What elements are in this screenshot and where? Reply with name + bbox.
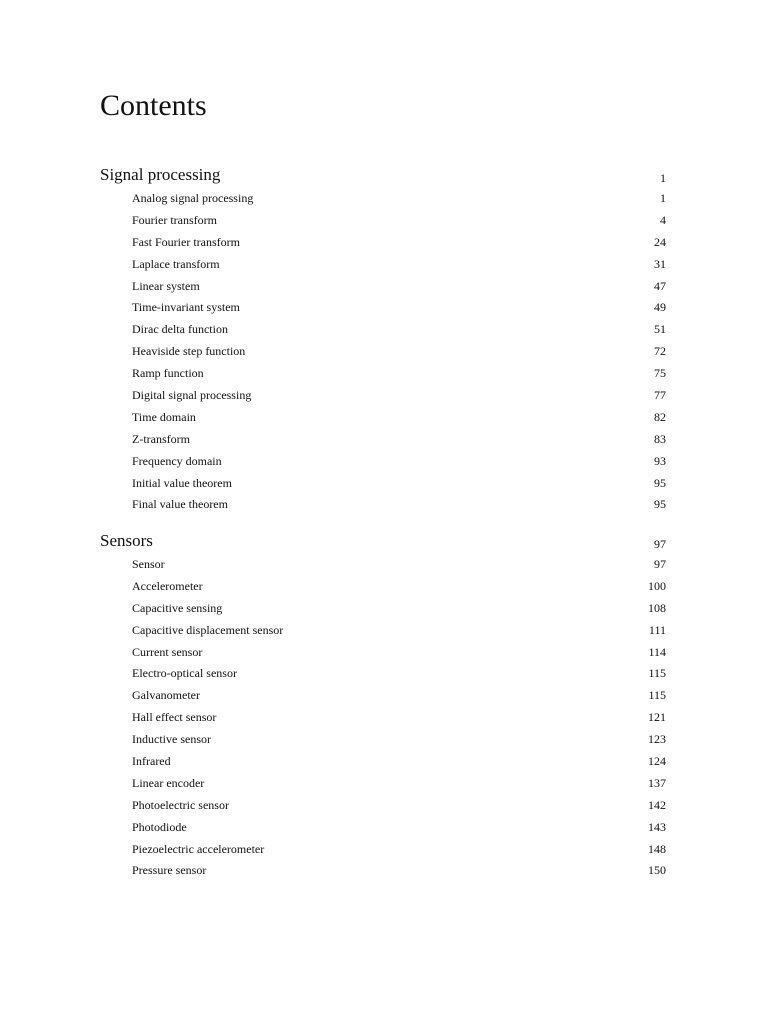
entry-page-number: 150 (648, 863, 666, 878)
entry-title: Capacitive displacement sensor (132, 622, 284, 637)
toc-entry[interactable] (100, 863, 666, 885)
entry-page-number: 82 (654, 409, 666, 424)
entry-title: Photodiode (132, 819, 187, 834)
entry-list (100, 191, 666, 519)
section-heading[interactable] (100, 165, 666, 191)
entry-title: Galvanometer (132, 688, 200, 703)
entry-title: Accelerometer (132, 578, 203, 593)
entry-page-number: 75 (654, 366, 666, 381)
entry-page-number: 47 (654, 278, 666, 293)
entry-title: Capacitive sensing (132, 600, 223, 615)
toc-section-signal-processing (100, 165, 666, 519)
entry-title: Piezoelectric accelerometer (132, 841, 265, 856)
entry-title: Digital signal processing (132, 388, 252, 403)
toc-entry[interactable] (100, 579, 666, 601)
entry-page-number: 4 (660, 212, 666, 227)
toc-entry[interactable] (100, 213, 666, 235)
toc-entry[interactable] (100, 454, 666, 476)
toc-entry[interactable] (100, 798, 666, 820)
entry-page-number: 77 (654, 388, 666, 403)
entry-page-number: 148 (648, 841, 666, 856)
entry-page-number: 111 (648, 622, 666, 637)
entry-title: Time-invariant system (132, 300, 240, 315)
toc-entry[interactable] (100, 322, 666, 344)
section-page-number: 1 (660, 171, 666, 185)
entry-title: Dirac delta function (132, 322, 228, 337)
entry-title: Ramp function (132, 366, 204, 381)
entry-page-number: 114 (648, 644, 666, 659)
toc-entry[interactable] (100, 388, 666, 410)
entry-title: Fourier transform (132, 212, 217, 227)
entry-page-number: 95 (654, 475, 666, 490)
entry-title: Infrared (132, 754, 171, 769)
entry-list (100, 557, 666, 885)
entry-page-number: 95 (654, 497, 666, 512)
toc-entry[interactable] (100, 776, 666, 798)
entry-page-number: 31 (654, 256, 666, 271)
toc-entry[interactable] (100, 235, 666, 257)
toc-entry[interactable] (100, 842, 666, 864)
toc-section-sensors (100, 531, 666, 885)
entry-page-number: 123 (648, 732, 666, 747)
entry-title: Laplace transform (132, 256, 220, 271)
toc-entry[interactable] (100, 432, 666, 454)
entry-title: Heaviside step function (132, 344, 246, 359)
toc-entry[interactable] (100, 820, 666, 842)
entry-page-number: 121 (648, 710, 666, 725)
entry-page-number: 72 (654, 344, 666, 359)
toc-entry[interactable] (100, 300, 666, 322)
entry-title: Linear system (132, 278, 200, 293)
entry-page-number: 24 (654, 234, 666, 249)
entry-page-number: 100 (648, 578, 666, 593)
entry-page-number: 97 (654, 557, 666, 571)
toc-entry[interactable] (100, 257, 666, 279)
entry-title: Z-transform (132, 431, 190, 446)
entry-title: Photoelectric sensor (132, 797, 229, 812)
entry-title: Time domain (132, 409, 196, 424)
entry-page-number: 51 (654, 322, 666, 337)
toc-entry[interactable] (100, 645, 666, 667)
entry-title: Fast Fourier transform (132, 234, 240, 249)
entry-title: Linear encoder (132, 775, 205, 790)
entry-title: Initial value theorem (132, 475, 232, 490)
toc-entry[interactable] (100, 754, 666, 776)
section-title: Signal processing (100, 165, 221, 184)
entry-title: Frequency domain (132, 453, 222, 468)
entry-page-number: 115 (648, 666, 666, 681)
toc-entry[interactable] (100, 191, 666, 213)
toc-entry[interactable] (100, 732, 666, 754)
toc-entry[interactable] (100, 601, 666, 623)
toc-entry[interactable] (100, 688, 666, 710)
entry-page-number: 143 (648, 819, 666, 834)
entry-title: Sensor (132, 557, 165, 571)
entry-title: Inductive sensor (132, 732, 211, 747)
entry-page-number: 124 (648, 754, 666, 769)
toc-entry[interactable] (100, 344, 666, 366)
entry-title: Analog signal processing (132, 191, 254, 205)
entry-title: Hall effect sensor (132, 710, 217, 725)
toc-entry[interactable] (100, 557, 666, 579)
entry-title: Electro-optical sensor (132, 666, 237, 681)
entry-title: Current sensor (132, 644, 203, 659)
entry-page-number: 93 (654, 453, 666, 468)
section-title: Sensors (100, 531, 153, 550)
entry-page-number: 115 (648, 688, 666, 703)
entry-title: Final value theorem (132, 497, 228, 512)
entry-title: Pressure sensor (132, 863, 207, 878)
section-page-number: 97 (654, 537, 666, 551)
toc-entry[interactable] (100, 410, 666, 432)
entry-page-number: 108 (648, 600, 666, 615)
toc-entry[interactable] (100, 666, 666, 688)
toc-entry[interactable] (100, 497, 666, 519)
page-title: Contents (100, 89, 207, 122)
toc-entry[interactable] (100, 366, 666, 388)
toc-entry[interactable] (100, 710, 666, 732)
toc-entry[interactable] (100, 623, 666, 645)
entry-page-number: 142 (648, 797, 666, 812)
entry-page-number: 49 (654, 300, 666, 315)
toc-entry[interactable] (100, 279, 666, 301)
entry-page-number: 137 (648, 775, 666, 790)
entry-page-number: 83 (654, 431, 666, 446)
section-heading[interactable] (100, 531, 666, 557)
entry-page-number: 1 (660, 191, 666, 205)
toc-entry[interactable] (100, 476, 666, 498)
